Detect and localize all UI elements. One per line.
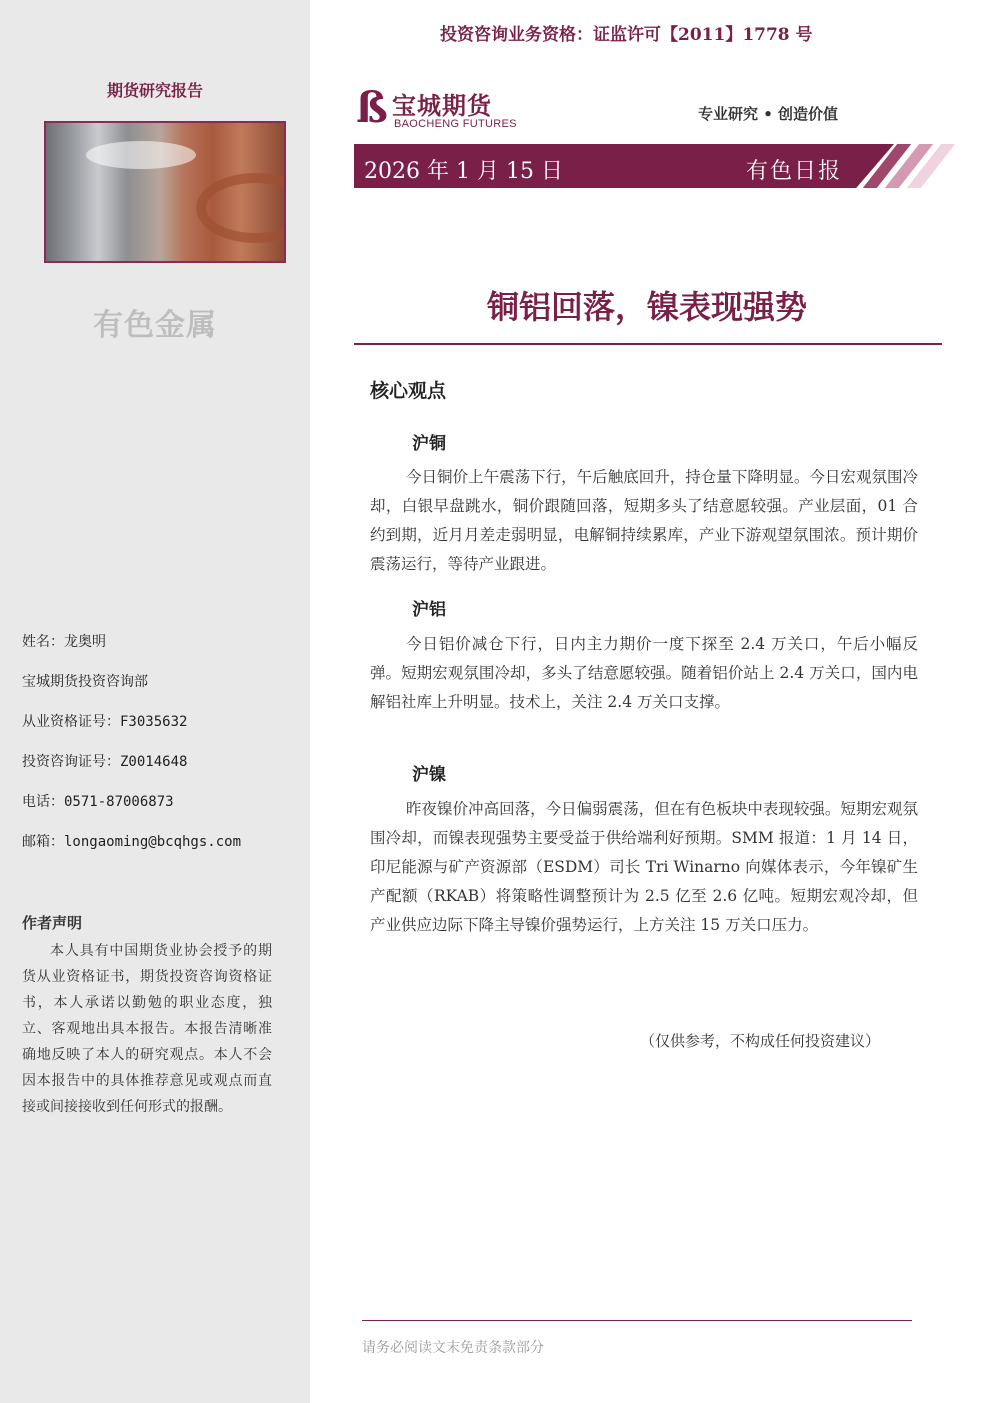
disclaimer: （仅供参考，不构成任何投资建议） xyxy=(640,1032,881,1050)
company-logo xyxy=(356,84,536,134)
section-body-aluminum: 今日铝价减仓下行，日内主力期价一度下探至 2.4 万关口，午后小幅反弹。短期宏观氛围冷却，多头了结意愿较强。随着铝价站上 2.4 万关口，国内电解铝社库上升明显。技术上，关注 2.4 万关口支撑。 xyxy=(370,635,918,711)
analyst-name: 姓名：龙奥明 xyxy=(22,634,106,650)
section-title-aluminum: 沪铝 xyxy=(412,600,446,620)
qualification-number: 从业资格证号：F3035632 xyxy=(22,714,188,730)
page-title: 铜铝回落，镍表现强势 xyxy=(486,288,807,326)
slogan: 专业研究 • 创造价值 xyxy=(698,105,839,123)
license-statement: 投资咨询业务资格：证监许可【2011】1778 号 xyxy=(440,25,813,45)
sidebar xyxy=(0,0,310,1403)
phone-number: 电话：0571-87006873 xyxy=(22,794,174,810)
report-kind: 有色日报 xyxy=(746,159,843,184)
metal-shine-shape xyxy=(86,141,196,169)
section-body-copper: 今日铜价上午震荡下行，午后触底回升，持仓量下降明显。今日宏观氛围冷却，白银早盘跳水，铜价跟随回落，短期多头了结意愿较强。产业层面，01 合约到期，近月月差走弱明显，电解铜持续累库，产业下游观望氛围浓。预计期价震荡运行，等待产业跟进。 xyxy=(370,468,918,573)
logo-en-text: BAOCHENG FUTURES xyxy=(394,118,517,130)
email-address[interactable]: 邮箱：longaoming@bcqhgs.com xyxy=(22,834,242,850)
footer-divider xyxy=(362,1320,912,1321)
analyst-contact xyxy=(22,632,292,872)
declaration-body: 本人具有中国期货业协会授予的期货从业资格证书，期货投资咨询资格证书，本人承诺以勤勉的职业态度，独立、客观地出具本报告。本报告清晰准确地反映了本人的研究观点。本人不会因本报告中的具体推荐意见或观点而直接或间接接收到任何形式的报酬。 xyxy=(22,943,272,1115)
report-date: 2026 年 1 月 15 日 xyxy=(364,159,563,184)
report-type-label: 期货研究报告 xyxy=(106,81,203,100)
divider xyxy=(354,343,942,345)
logo-icon: ß xyxy=(356,83,388,132)
cover-image xyxy=(44,121,286,263)
core-view-heading: 核心观点 xyxy=(370,380,447,402)
copper-coil-shape xyxy=(196,173,286,243)
analyst-department: 宝城期货投资咨询部 xyxy=(22,674,148,690)
footer-note: 请务必阅读文末免责条款部分 xyxy=(362,1340,544,1356)
logo-cn-text: 宝城期货 xyxy=(392,92,492,120)
declaration-title: 作者声明 xyxy=(22,914,83,932)
section-body-nickel: 昨夜镍价冲高回落，今日偏弱震荡，但在有色板块中表现较强。短期宏观氛围冷却，而镍表现强势主要受益于供给端利好预期。SMM 报道：1 月 14 日，印尼能源与矿产资源部（ESDM）司长 Tri Winarno 向媒体表示，今年镍矿生产配额（RKAB）将策略性调整预计为 2.5 亿至 2.6 亿吨。短期宏观冷却，但产业供应边际下降主导镍价强势运行，上方关注 15 万关口压力。 xyxy=(370,800,918,934)
section-title-copper: 沪铜 xyxy=(412,434,446,454)
section-title-nickel: 沪镍 xyxy=(412,765,446,785)
category-label: 有色金属 xyxy=(93,308,217,343)
consulting-number: 投资咨询证号：Z0014648 xyxy=(22,754,188,770)
